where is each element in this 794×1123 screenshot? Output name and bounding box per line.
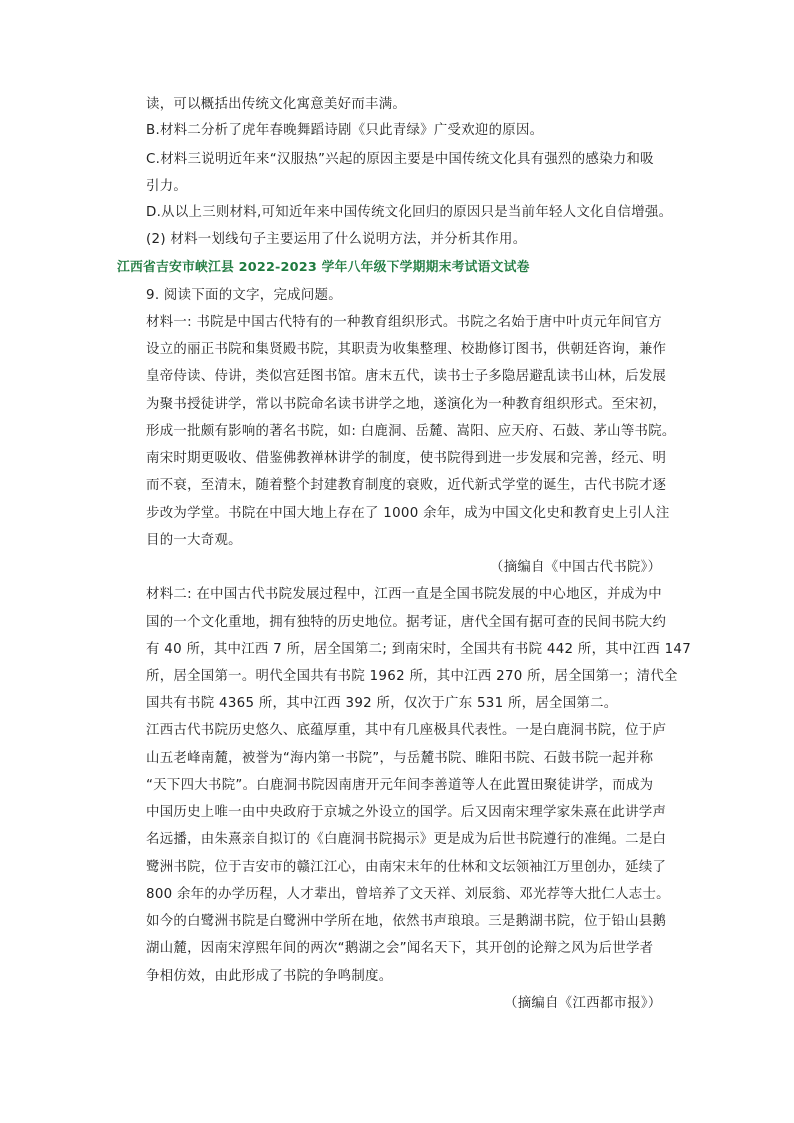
- material1-line: 为聚书授徒讲学，常以书院命名读书讲学之地，遂演化为一种教育组织形式。至宋初，: [146, 397, 667, 412]
- material1-line: 南宋时期更吸收、借鉴佛教禅林讲学的制度，使书院得到进一步发展和完善，经元、明: [146, 451, 667, 466]
- material2-paragraph-line: 如今的白鹭洲书院是白鹭洲中学所在地，依然书声琅琅。三是鹅湖书院，位于铅山县鹅: [146, 914, 667, 929]
- material2-paragraph-line: 中国历史上唯一由中央政府于京城之外设立的国学。后又因南宋理学家朱熹在此讲学声: [146, 805, 667, 820]
- material2-paragraph-line: 湖山麓，因南宋淳熙年间的两次“鹅湖之会”闻名天下，其开创的论辩之风为后世学者: [146, 941, 654, 956]
- material2-paragraph-line: 鹭洲书院，位于吉安市的赣江江心，由南宋末年的仕林和文坛领袖江万里创办，延续了: [146, 860, 667, 875]
- material1-line: 目的一大奇观。: [146, 533, 242, 548]
- material1-line: 皇帝侍读、侍讲，类似宫廷图书馆。唐末五代，读书士子多隐居避乱读书山林，后发展: [146, 369, 667, 384]
- material1-line: 设立的丽正书院和集贤殿书院，其职责为收集整理、校勘修订图书，供朝廷咨询，兼作: [146, 342, 667, 357]
- source-citation-1: （摘编自《中国古代书院》）: [490, 560, 662, 575]
- material2-line: 材料二: 在中国古代书院发展过程中，江西一直是全国书院发展的中心地区，并成为中: [146, 587, 662, 602]
- option-a-continuation: 读，可以概括出传统文化寓意美好而丰满。: [146, 97, 407, 112]
- option-c: C.材料三说明近年来“汉服热”兴起的原因主要是中国传统文化具有强烈的感染力和吸: [146, 152, 654, 167]
- material1-line: 步改为学堂。书院在中国大地上存在了 1000 余年，成为中国文化史和教育史上引人注: [146, 506, 670, 521]
- question-9: 9. 阅读下面的文字，完成问题。: [146, 288, 342, 303]
- material2-paragraph-line: 江西古代书院历史悠久、底蕴厚重，其中有几座极具代表性。一是白鹿洞书院，位于庐: [146, 723, 667, 738]
- material2-line: 国共有书院 4365 所，其中江西 392 所，仅次于广东 531 所，居全国第二。: [146, 696, 618, 711]
- material1-line: 而不衰，至清末，随着整个封建教育制度的衰败，近代新式学堂的诞生，古代书院才逐: [146, 478, 667, 493]
- section-heading: 江西省吉安市峡江县 2022-2023 学年八年级下学期期末考试语文试卷: [117, 260, 530, 275]
- sub-question-2: (2) 材料一划线句子主要运用了什么说明方法，并分析其作用。: [146, 232, 527, 247]
- material2-paragraph-line: 争相仿效，由此形成了书院的争鸣制度。: [146, 969, 393, 984]
- material2-line: 所，居全国第一。明代全国共有书院 1962 所，其中江西 270 所，居全国第一；清代全: [146, 669, 678, 684]
- material2-paragraph-line: “天下四大书院”。白鹿洞书院因南唐开元年间李善道等人在此置田聚徒讲学，而成为: [146, 778, 654, 793]
- material2-paragraph-line: 800 余年的办学历程，人才辈出，曾培养了文天祥、刘辰翁、邓光荐等大批仁人志士。: [146, 887, 670, 902]
- option-c-continuation: 引力。: [146, 179, 188, 194]
- material1-line: 形成一批颇有影响的著名书院，如: 白鹿洞、岳麓、嵩阳、应天府、石鼓、茅山等书院。: [146, 424, 676, 439]
- material1-line: 材料一: 书院是中国古代特有的一种教育组织形式。书院之名始于唐中叶贞元年间官方: [146, 315, 662, 330]
- material2-line: 国的一个文化重地，拥有独特的历史地位。据考证，唐代全国有据可查的民间书院大约: [146, 615, 667, 630]
- material2-paragraph-line: 山五老峰南麓，被誉为“海内第一书院”，与岳麓书院、睢阳书院、石鼓书院一起并称: [146, 751, 654, 766]
- material2-line: 有 40 所，其中江西 7 所，居全国第二; 到南宋时，全国共有书院 442 所，其中江西 147: [146, 642, 692, 657]
- source-citation-2: （摘编自《江西都市报》）: [504, 996, 662, 1011]
- option-b: B.材料二分析了虎年春晚舞蹈诗剧《只此青绿》广受欢迎的原因。: [146, 123, 544, 138]
- option-d: D.从以上三则材料,可知近年来中国传统文化回归的原因只是当前年轻人文化自信增强。: [146, 205, 673, 220]
- material2-paragraph-line: 名远播，由朱熹亲自拟订的《白鹿洞书院揭示》更是成为后世书院遵行的准绳。二是白: [146, 832, 667, 847]
